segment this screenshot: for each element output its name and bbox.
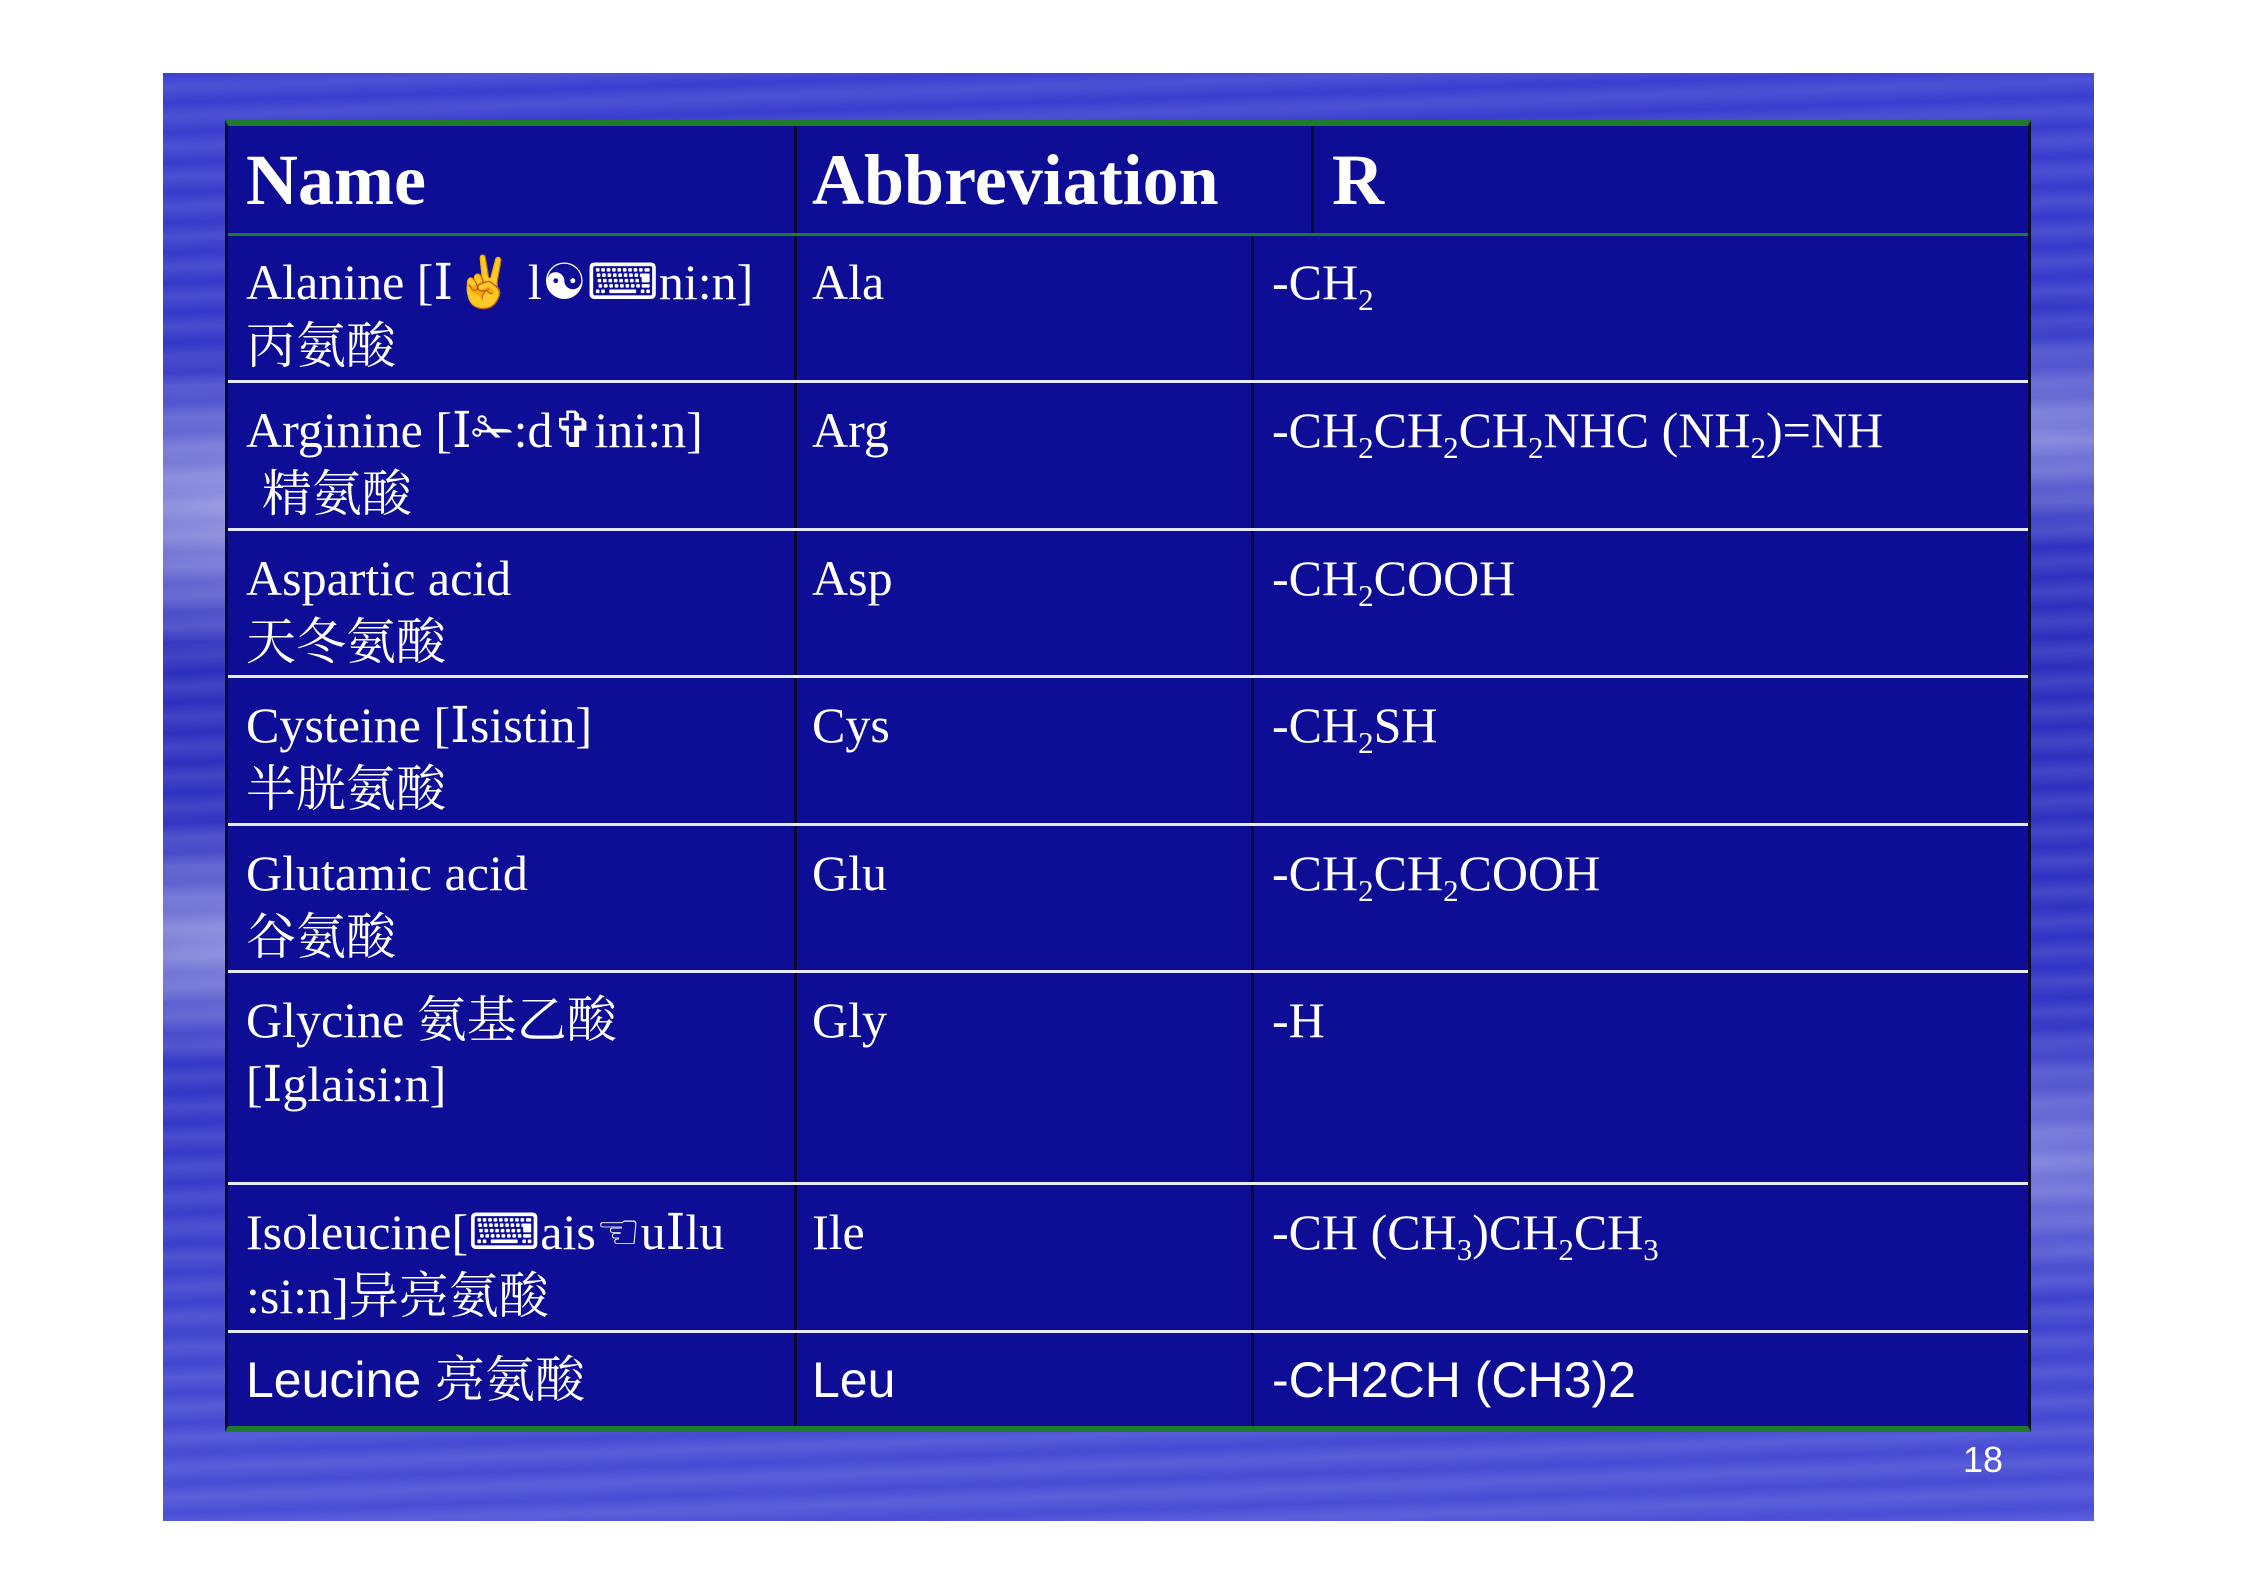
formula-text: CH (1573, 1204, 1644, 1260)
formula-text: )CH (1472, 1204, 1559, 1260)
row-divider (228, 380, 2028, 383)
formula-text: -CH (1272, 845, 1359, 901)
row-divider (228, 528, 2028, 531)
formula-subscript: 2 (1528, 429, 1544, 465)
formula-subscript: 2 (1358, 872, 1374, 908)
formula-text: -CH (1272, 254, 1359, 310)
row-leucine-name: Leucine 亮氨酸 (246, 1352, 586, 1408)
formula-text: -H (1272, 992, 1325, 1048)
name-line: Cysteine [Ⅰsistin] (246, 697, 593, 753)
formula-subscript: 2 (1443, 872, 1459, 908)
name-line: Arginine [Ⅰ✁:d✞ini:n] (246, 402, 703, 458)
formula-subscript: 2 (1358, 724, 1374, 760)
formula-text: NHC (NH (1543, 402, 1751, 458)
row-isoleucine-r (1254, 1186, 1659, 1267)
formula-subscript: 2 (1443, 429, 1459, 465)
chinese-name: 谷氨酸 (246, 908, 396, 966)
name-line: :si:n]异亮氨酸 (246, 1268, 549, 1324)
formula-text: -CH (1272, 402, 1359, 458)
formula-text: -CH (CH (1272, 1204, 1457, 1260)
formula-text: -CH (1272, 550, 1359, 606)
row-aspartic-abbr: Asp (812, 550, 893, 606)
row-glutamic-abbr: Glu (812, 845, 887, 901)
formula-text: CH (1373, 402, 1444, 458)
header-name: Name (246, 140, 426, 220)
formula-text: -CH2CH (CH3)2 (1272, 1352, 1636, 1408)
chinese-name: 半胱氨酸 (246, 760, 446, 818)
row-arginine-abbr: Arg (812, 402, 889, 458)
chinese-name: 丙氨酸 (246, 317, 396, 375)
formula-text: -CH (1272, 697, 1359, 753)
row-divider (228, 675, 2028, 678)
name-line: Isoleucine[⌨ais☜uⅠlu (246, 1204, 725, 1260)
amino-acid-table (225, 120, 2031, 1432)
chinese-name: 天冬氨酸 (246, 613, 446, 671)
row-divider (228, 823, 2028, 826)
row-alanine-r (1254, 236, 1374, 317)
row-divider (228, 1182, 2028, 1185)
formula-text: COOH (1373, 550, 1516, 606)
row-arginine-r (1254, 384, 1884, 465)
formula-subscript: 2 (1358, 429, 1374, 465)
name-line: Aspartic acid (246, 550, 512, 606)
name-line: Glycine 氨基乙酸 (246, 992, 617, 1048)
name-line: Glutamic acid (246, 845, 528, 901)
row-leucine-r (1254, 1334, 1636, 1412)
row-leucine-abbr: Leu (812, 1352, 896, 1408)
name-line: [Ⅰglaisi:n] (246, 1056, 447, 1112)
header-r: R (1332, 140, 1384, 220)
formula-text: CH (1458, 402, 1529, 458)
formula-text: )=NH (1765, 402, 1884, 458)
row-glutamic-r (1254, 827, 1601, 908)
row-cysteine-name (228, 679, 794, 821)
row-isoleucine-abbr: Ile (812, 1204, 865, 1260)
formula-text: COOH (1458, 845, 1601, 901)
name-line: Alanine [Ⅰ✌ l☯⌨ni:n] (246, 254, 754, 310)
row-glycine-r (1254, 974, 1325, 1052)
formula-text: CH (1373, 845, 1444, 901)
slide-background (163, 73, 2094, 1521)
row-glycine-abbr: Gly (812, 992, 887, 1048)
row-glutamic-name (228, 827, 794, 969)
page-number: 18 (1962, 1439, 2004, 1480)
formula-subscript: 3 (1456, 1231, 1473, 1267)
row-glycine-name (228, 974, 794, 1116)
row-cysteine-r (1254, 679, 1438, 760)
formula-subscript: 3 (1643, 1231, 1659, 1267)
row-aspartic-name (228, 532, 794, 674)
row-cysteine-abbr: Cys (812, 697, 890, 753)
formula-subscript: 2 (1358, 577, 1374, 613)
row-divider (228, 970, 2028, 973)
row-alanine-abbr: Ala (812, 254, 885, 310)
formula-text: SH (1373, 697, 1438, 753)
row-alanine-name (228, 236, 794, 378)
formula-subscript: 2 (1558, 1231, 1574, 1267)
header-abbreviation: Abbreviation (812, 140, 1219, 220)
row-divider (228, 1330, 2028, 1333)
chinese-name: 精氨酸 (246, 465, 412, 523)
row-isoleucine-name (228, 1186, 794, 1328)
formula-subscript: 2 (1358, 281, 1374, 317)
row-aspartic-r (1254, 532, 1516, 613)
row-arginine-name (228, 384, 794, 526)
formula-subscript: 2 (1750, 429, 1766, 465)
